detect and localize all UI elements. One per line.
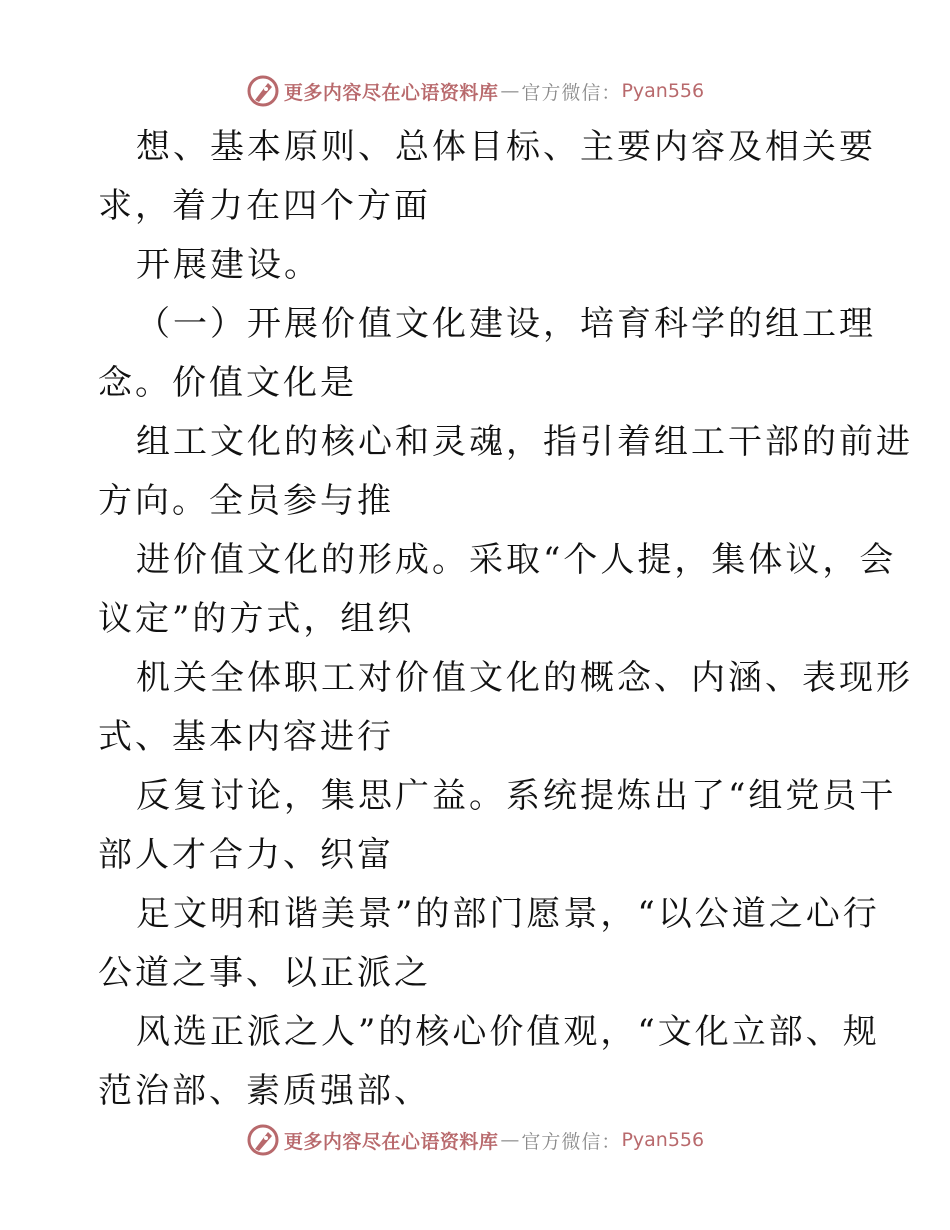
footer-official: 官方微信： (521, 1130, 622, 1153)
body-line: 想、基本原则、总体目标、主要内容及相关要 (136, 127, 876, 167)
body-line: （一）开展价值文化建设，培育科学的组工理 (136, 304, 876, 344)
header-official: 官方微信： (521, 81, 622, 104)
header-banner (0, 71, 950, 111)
body-line: 反复讨论，集思广益。系统提炼出了“组党员干 (136, 776, 897, 816)
body-line: 足文明和谐美景”的部门愿景，“以公道之心行 (136, 894, 880, 934)
body-line: 式、基本内容进行 (98, 717, 394, 757)
header-wechat-id: Pyan556 (621, 80, 705, 102)
footer-brand: 更多内容尽在心语资料库 (283, 1130, 499, 1153)
body-line: 念。价值文化是 (98, 363, 357, 403)
body-line: 机关全体职工对价值文化的概念、内涵、表现形 (136, 658, 913, 698)
body-line: 议定”的方式，组织 (98, 599, 415, 639)
body-line: 方向。全员参与推 (98, 481, 394, 521)
body-line: 进价值文化的形成。采取“个人提，集体议，会 (136, 540, 897, 580)
pen-nib-circle-icon (246, 1123, 280, 1157)
document-body (98, 118, 913, 1121)
header-dash: — (500, 80, 520, 102)
pen-nib-circle-icon (246, 74, 280, 108)
header-brand: 更多内容尽在心语资料库 (283, 81, 499, 104)
footer-wechat-id: Pyan556 (621, 1129, 705, 1151)
footer-dash: — (500, 1129, 520, 1151)
body-line: 组工文化的核心和灵魂，指引着组工干部的前进 (136, 422, 913, 462)
footer-banner (0, 1120, 950, 1160)
body-line: 求，着力在四个方面 (98, 186, 431, 226)
body-line: 风选正派之人”的核心价值观，“文化立部、规 (136, 1012, 880, 1052)
body-line: 范治部、素质强部、 (98, 1071, 431, 1111)
body-line: 公道之事、以正派之 (98, 953, 431, 993)
body-line: 开展建设。 (136, 245, 321, 285)
body-line: 部人才合力、织富 (98, 835, 394, 875)
